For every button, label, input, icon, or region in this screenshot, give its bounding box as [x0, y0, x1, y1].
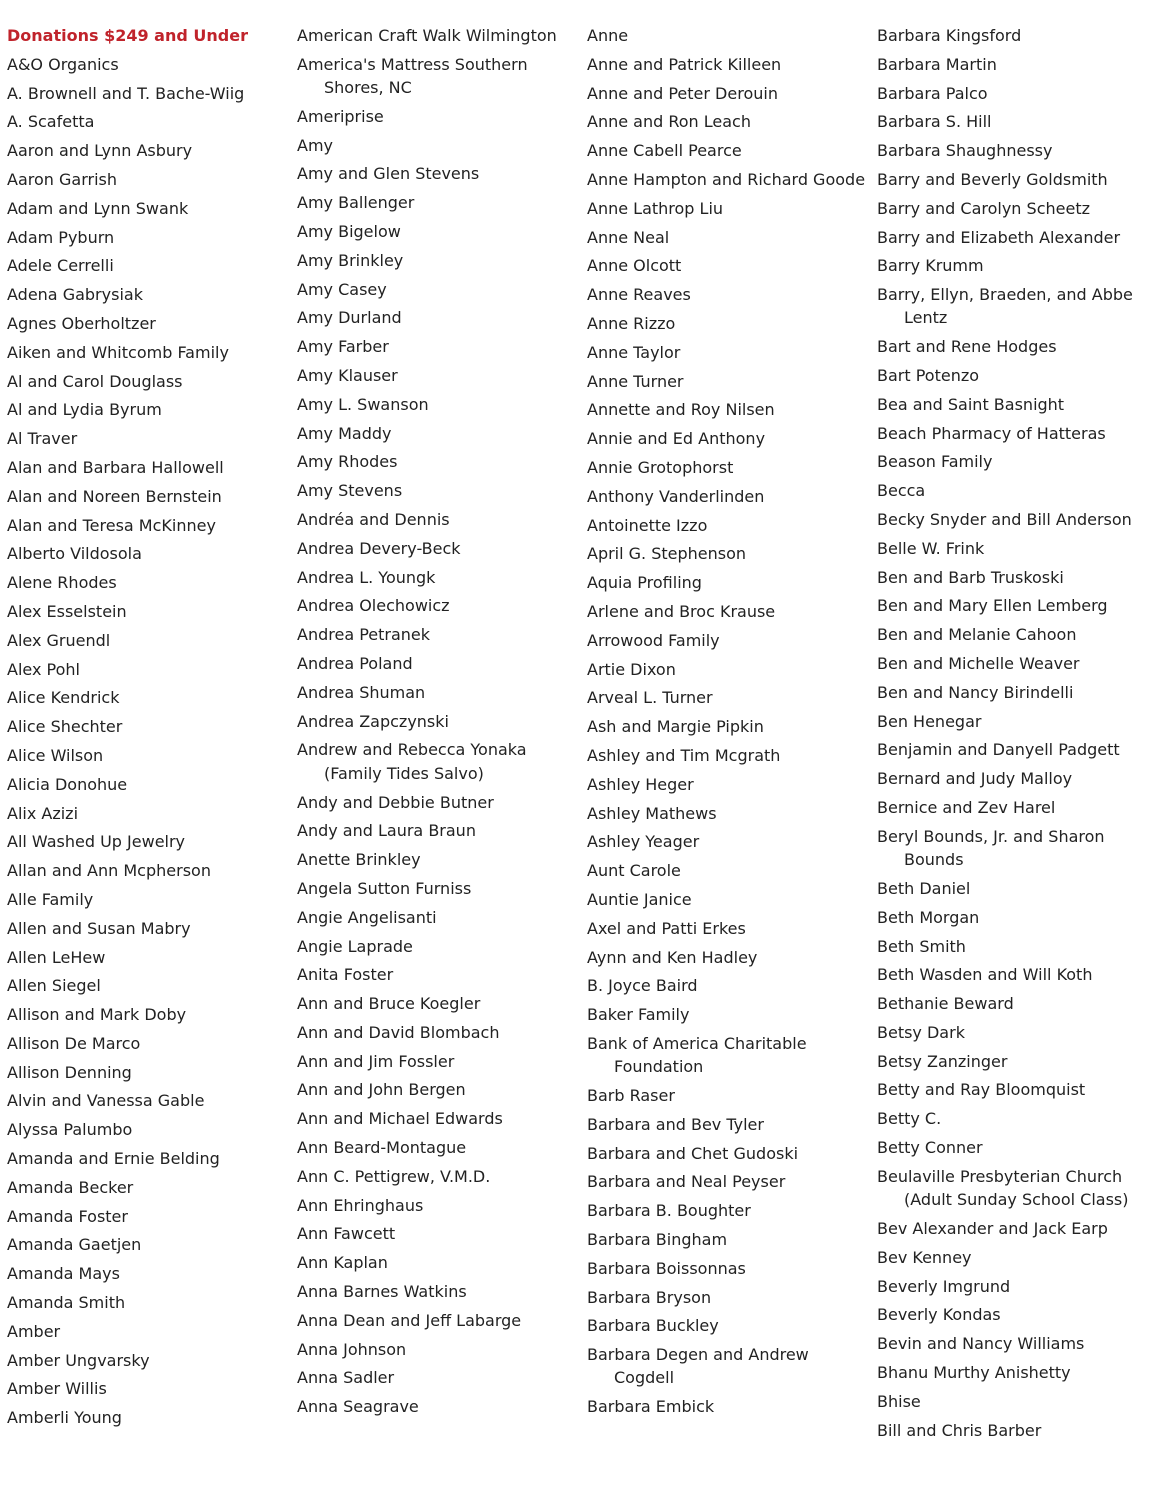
- donor-name: Anne Taylor: [587, 342, 681, 362]
- donor-name: Artie Dixon: [587, 659, 676, 679]
- donor-name: Annette and Roy Nilsen: [587, 400, 775, 420]
- donor-name: Andréa and Dennis: [297, 510, 450, 530]
- donor-name: Anne: [587, 26, 629, 45]
- donor-name: Amy L. Swanson: [297, 394, 429, 414]
- donor-name: Barbara Buckley: [587, 1316, 719, 1336]
- donor-name: Becca: [877, 481, 926, 501]
- donor-name: Alex Esselstein: [7, 601, 127, 621]
- donor-name: Anna Dean and Jeff Labarge: [297, 1310, 522, 1330]
- donor-name: Anne Neal: [587, 227, 670, 247]
- donor-name: Barry, Ellyn, Braeden, and Abbe Lentz: [877, 285, 1133, 328]
- donor-name: Amanda Foster: [7, 1206, 128, 1226]
- donor-name: Annie Grotophorst: [587, 457, 734, 477]
- donor-name: Ashley Mathews: [587, 803, 717, 823]
- donor-name: Betsy Dark: [877, 1022, 965, 1042]
- donor-name: Barbara Embick: [587, 1397, 715, 1417]
- donor-name: Andrea Poland: [297, 654, 413, 674]
- donor-name: Ann Ehringhaus: [297, 1195, 424, 1215]
- donor-name: Becky Snyder and Bill Anderson: [877, 510, 1132, 530]
- donor-name: Angie Angelisanti: [297, 907, 437, 927]
- donor-name: Andrea Shuman: [297, 682, 426, 702]
- donor-name: Baker Family: [587, 1005, 690, 1025]
- donor-name: Aunt Carole: [587, 861, 681, 881]
- donor-name: Andrew and Rebecca Yonaka (Family Tides Salvo): [297, 740, 527, 783]
- donor-name: Ben and Mary Ellen Lemberg: [877, 596, 1108, 616]
- donor-name: Allen LeHew: [7, 947, 106, 967]
- donor-name: Barb Raser: [587, 1085, 675, 1105]
- donor-name: Amy and Glen Stevens: [297, 164, 480, 184]
- donor-name: A. Scafetta: [7, 112, 95, 132]
- donor-name: Beulaville Presbyterian Church (Adult Sunday School Class): [877, 1166, 1129, 1210]
- donor-name: Alice Wilson: [7, 745, 104, 765]
- donor-name: Ben and Melanie Cahoon: [877, 625, 1077, 645]
- donor-name: A&O Organics: [7, 54, 119, 74]
- donor-name: Amanda Mays: [7, 1264, 120, 1284]
- donor-name: Alice Kendrick: [7, 688, 120, 708]
- donor-name: Anna Johnson: [297, 1339, 407, 1359]
- donor-name: Barbara B. Boughter: [587, 1201, 751, 1221]
- donor-name: Amanda Gaetjen: [7, 1235, 142, 1255]
- donor-name: Barbara S. Hill: [877, 112, 992, 132]
- donor-name: Ann and David Blombach: [297, 1022, 500, 1042]
- donor-name: Alice Shechter: [7, 717, 123, 737]
- donor-name: Auntie Janice: [587, 889, 692, 909]
- donor-name: Barbara Boissonnas: [587, 1258, 746, 1278]
- donor-name: Anne Rizzo: [587, 313, 676, 333]
- donor-name: Allison Denning: [7, 1062, 132, 1082]
- donor-name: Alex Pohl: [7, 659, 80, 679]
- donor-name: Adam Pyburn: [7, 227, 115, 247]
- donor-name: Anette Brinkley: [297, 850, 421, 870]
- donor-name: Anne Cabell Pearce: [587, 141, 742, 161]
- donor-name: Antoinette Izzo: [587, 515, 708, 535]
- donor-name: Anne Hampton and Richard Goode: [587, 169, 866, 189]
- donor-name: Alberto Vildosola: [7, 544, 142, 564]
- donor-name: Alene Rhodes: [7, 573, 117, 593]
- donor-name: Alicia Donohue: [7, 774, 128, 794]
- donor-name: Anita Foster: [297, 965, 394, 985]
- donor-name: Ann and John Bergen: [297, 1080, 466, 1100]
- donor-name: Ann and Jim Fossler: [297, 1051, 455, 1071]
- donor-name: Allison and Mark Doby: [7, 1005, 187, 1025]
- donor-name: Betty and Ray Bloomquist: [877, 1080, 1086, 1100]
- donor-name: Barbara Bingham: [587, 1229, 728, 1249]
- donor-name: Ann and Bruce Koegler: [297, 994, 481, 1014]
- donor-name: Betsy Zanzinger: [877, 1051, 1008, 1071]
- donor-name: Anne Reaves: [587, 285, 691, 305]
- donor-name: Ben Henegar: [877, 711, 982, 731]
- donor-name: Anthony Vanderlinden: [587, 486, 765, 506]
- donor-name: Bev Alexander and Jack Earp: [877, 1218, 1108, 1238]
- donor-name: Beth Daniel: [877, 878, 971, 898]
- donor-name: Beth Smith: [877, 936, 966, 956]
- donor-name: Agnes Oberholtzer: [7, 313, 156, 333]
- donor-name: Alan and Teresa McKinney: [7, 515, 216, 535]
- donor-name: Allen Siegel: [7, 976, 101, 996]
- donor-name: Amber: [7, 1321, 61, 1341]
- donor-name: Barbara and Bev Tyler: [587, 1114, 764, 1134]
- donor-name: Amy: [297, 135, 333, 155]
- donor-name: Bea and Saint Basnight: [877, 394, 1065, 414]
- donor-name: Barry and Carolyn Scheetz: [877, 198, 1090, 218]
- donor-name: Beryl Bounds, Jr. and Sharon Bounds: [877, 826, 1105, 870]
- donor-name: Ann and Michael Edwards: [297, 1109, 503, 1129]
- donor-name: America's Mattress Southern Shores, NC: [297, 54, 528, 98]
- donor-name: Bev Kenney: [877, 1247, 972, 1267]
- donor-name: Allan and Ann Mcpherson: [7, 861, 211, 881]
- donor-name: Amy Ballenger: [297, 193, 415, 213]
- donor-name: Amy Casey: [297, 279, 387, 299]
- donor-name: Belle W. Frink: [877, 538, 985, 558]
- donor-name: Beason Family: [877, 452, 993, 472]
- donor-name: Bhanu Murthy Anishetty: [877, 1362, 1071, 1382]
- donor-name: Amy Maddy: [297, 423, 392, 443]
- donor-name: American Craft Walk Wilmington: [297, 26, 557, 45]
- donor-name: Aquia Profiling: [587, 573, 702, 593]
- donor-name: Aiken and Whitcomb Family: [7, 342, 229, 362]
- donor-name: Beth Morgan: [877, 907, 980, 927]
- donor-name: Anne Turner: [587, 371, 684, 391]
- donor-name: Barry Krumm: [877, 256, 984, 276]
- donor-name: Bhise: [877, 1391, 921, 1411]
- donor-name: Barbara Martin: [877, 54, 997, 74]
- donor-name: Andrea Petranek: [297, 625, 431, 645]
- donor-name: Ann Fawcett: [297, 1224, 396, 1244]
- donor-name: Bevin and Nancy Williams: [877, 1334, 1085, 1354]
- donor-name: Allen and Susan Mabry: [7, 918, 191, 938]
- donor-name: Amy Klauser: [297, 366, 398, 386]
- donor-name: Arveal L. Turner: [587, 688, 713, 708]
- donor-name: Amy Rhodes: [297, 452, 398, 472]
- donor-name: Ashley Yeager: [587, 832, 700, 852]
- donor-name: Barbara Palco: [877, 83, 988, 103]
- donor-name: Andrea Olechowicz: [297, 596, 450, 616]
- donor-name: Amy Farber: [297, 337, 389, 357]
- donor-name: Amy Bigelow: [297, 222, 401, 242]
- donor-name: Adam and Lynn Swank: [7, 198, 189, 218]
- donor-name: Betty C.: [877, 1109, 942, 1129]
- donor-name: Alvin and Vanessa Gable: [7, 1091, 205, 1111]
- donor-name: Bernard and Judy Malloy: [877, 769, 1073, 789]
- donor-column-2: [297, 24, 582, 1424]
- donor-name: Anne Lathrop Liu: [587, 198, 724, 218]
- donor-name: Allison De Marco: [7, 1033, 141, 1053]
- donor-name: Bank of America Charitable Foundation: [587, 1033, 807, 1077]
- donor-name: Alix Azizi: [7, 803, 79, 823]
- donor-name: Barbara and Chet Gudoski: [587, 1143, 799, 1163]
- donor-name: Andrea L. Youngk: [297, 567, 436, 587]
- donor-name: Aaron and Lynn Asbury: [7, 141, 193, 161]
- donor-name: Ash and Margie Pipkin: [587, 717, 764, 737]
- donor-name: Bernice and Zev Harel: [877, 798, 1056, 818]
- donor-name: Anna Barnes Watkins: [297, 1282, 467, 1302]
- donor-name: Barbara and Neal Peyser: [587, 1172, 786, 1192]
- donor-name: Al Traver: [7, 429, 78, 449]
- donor-name: Barbara Kingsford: [877, 26, 1022, 45]
- donor-name: Annie and Ed Anthony: [587, 429, 766, 449]
- donor-name: Andrea Devery-Beck: [297, 538, 461, 558]
- donor-name: Amanda and Ernie Belding: [7, 1149, 220, 1169]
- donor-name: Ashley and Tim Mcgrath: [587, 745, 781, 765]
- donor-name: Anne and Patrick Killeen: [587, 54, 782, 74]
- donor-name: Aynn and Ken Hadley: [587, 947, 758, 967]
- donor-name: Alle Family: [7, 889, 94, 909]
- donor-name: Barbara Degen and Andrew Cogdell: [587, 1345, 809, 1388]
- donor-name: Amberli Young: [7, 1408, 122, 1428]
- donor-name: Alex Gruendl: [7, 630, 111, 650]
- donor-name: B. Joyce Baird: [587, 976, 698, 996]
- donor-name: Barry and Elizabeth Alexander: [877, 227, 1121, 247]
- donor-name: Beverly Kondas: [877, 1305, 1001, 1325]
- donor-name: Andy and Laura Braun: [297, 821, 476, 841]
- donor-name: Al and Carol Douglass: [7, 371, 183, 391]
- donor-name: Adele Cerrelli: [7, 256, 114, 276]
- donor-name: Alyssa Palumbo: [7, 1120, 133, 1140]
- donor-name: A. Brownell and T. Bache-Wiig: [7, 83, 245, 103]
- donor-name: Alan and Noreen Bernstein: [7, 486, 222, 506]
- donor-column-1: [7, 24, 292, 1435]
- donor-name: Angie Laprade: [297, 936, 413, 956]
- donor-name: Beach Pharmacy of Hatteras: [877, 423, 1106, 443]
- donor-name: Anne and Ron Leach: [587, 112, 751, 132]
- donor-name: Angela Sutton Furniss: [297, 878, 472, 898]
- donor-name: Ann Kaplan: [297, 1253, 388, 1273]
- donor-name: Adena Gabrysiak: [7, 285, 143, 305]
- donor-name: Barbara Shaughnessy: [877, 141, 1053, 161]
- donor-name: Ben and Michelle Weaver: [877, 654, 1080, 674]
- donor-name: Ann Beard-Montague: [297, 1138, 467, 1158]
- donor-name: Arlene and Broc Krause: [587, 601, 776, 621]
- donor-name: April G. Stephenson: [587, 544, 747, 564]
- donor-name: Ann C. Pettigrew, V.M.D.: [297, 1166, 491, 1186]
- donor-name: Amber Ungvarsky: [7, 1350, 150, 1370]
- donor-name: Anne Olcott: [587, 256, 682, 276]
- donor-name: Bart Potenzo: [877, 366, 980, 386]
- donor-name: Bill and Chris Barber: [877, 1420, 1042, 1440]
- donor-name: Barbara Bryson: [587, 1287, 712, 1307]
- donor-column-4: [877, 24, 1159, 1447]
- donor-name: Axel and Patti Erkes: [587, 918, 746, 938]
- donor-name: Amy Stevens: [297, 481, 403, 501]
- donor-name: Aaron Garrish: [7, 169, 117, 189]
- donor-name: Ashley Heger: [587, 774, 694, 794]
- donor-name: Amber Willis: [7, 1379, 107, 1399]
- donor-name: Betty Conner: [877, 1138, 983, 1158]
- donor-name: Arrowood Family: [587, 630, 720, 650]
- donor-name: Anna Seagrave: [297, 1397, 419, 1417]
- donor-name: All Washed Up Jewelry: [7, 832, 186, 852]
- donor-name: Alan and Barbara Hallowell: [7, 457, 224, 477]
- donor-name: Amanda Becker: [7, 1177, 134, 1197]
- donor-name: Ben and Nancy Birindelli: [877, 682, 1074, 702]
- donor-column-3: [587, 24, 872, 1424]
- section-heading: Donations $249 and Under: [7, 26, 248, 45]
- donor-name: Anne and Peter Derouin: [587, 83, 778, 103]
- donor-name: Beverly Imgrund: [877, 1276, 1011, 1296]
- donor-name: Andrea Zapczynski: [297, 711, 449, 731]
- donor-name: Beth Wasden and Will Koth: [877, 965, 1093, 985]
- donor-name: Bethanie Beward: [877, 994, 1014, 1014]
- donor-list-page: [0, 24, 1159, 1484]
- donor-name: Amy Durland: [297, 308, 402, 328]
- donor-name: Benjamin and Danyell Padgett: [877, 740, 1120, 760]
- donor-name: Anna Sadler: [297, 1368, 395, 1388]
- donor-name: Ameriprise: [297, 106, 384, 126]
- donor-name: Bart and Rene Hodges: [877, 337, 1057, 357]
- donor-name: Barry and Beverly Goldsmith: [877, 169, 1108, 189]
- donor-name: Amy Brinkley: [297, 250, 404, 270]
- donor-name: Al and Lydia Byrum: [7, 400, 162, 420]
- donor-name: Amanda Smith: [7, 1293, 126, 1313]
- donor-name: Ben and Barb Truskoski: [877, 567, 1064, 587]
- donor-name: Andy and Debbie Butner: [297, 792, 494, 812]
